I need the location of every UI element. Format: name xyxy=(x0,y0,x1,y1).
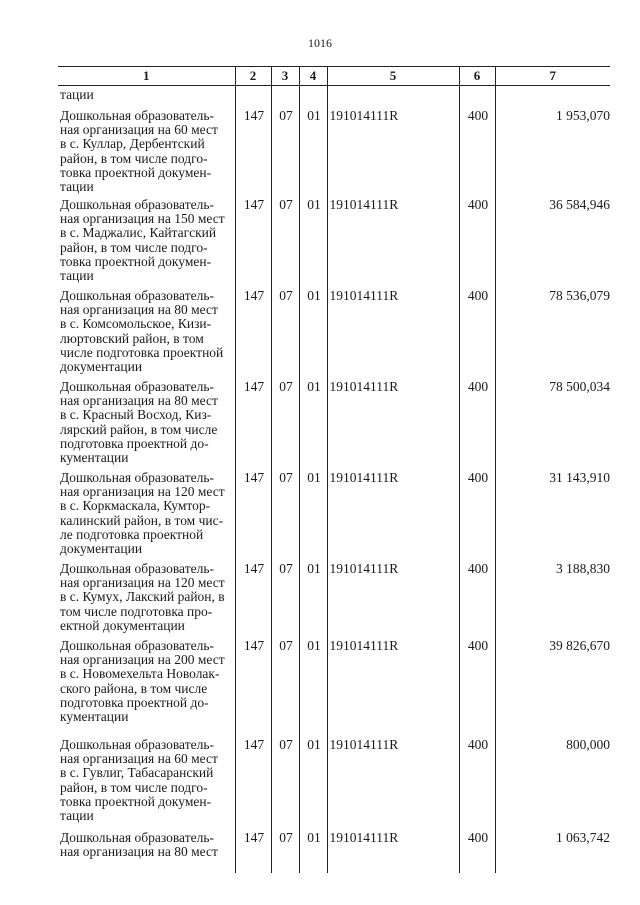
row-amount: 1 953,070 xyxy=(495,106,610,195)
page-number: 1016 xyxy=(308,36,332,50)
row-col-4: 01 xyxy=(299,286,327,377)
row-col-6: 400 xyxy=(459,636,495,735)
row-amount: 78 536,079 xyxy=(495,286,610,377)
table-row xyxy=(58,106,610,195)
row-col-4: 01 xyxy=(299,828,327,873)
table-row xyxy=(58,377,610,468)
table-row xyxy=(58,195,610,286)
continuation-text: тации xyxy=(60,87,94,102)
row-name: Дошкольная образователь- ная организация на 80 мест xyxy=(60,830,218,860)
row-name: Дошкольная образователь- ная организация на 120 мест в с. Кумух, Лакский район, в том числе подготовка про- ектной документации xyxy=(60,561,225,633)
row-col-6: 400 xyxy=(459,735,495,828)
row-col-4: 01 xyxy=(299,468,327,559)
row-col-4: 01 xyxy=(299,735,327,828)
table-row xyxy=(58,286,610,377)
row-col-2: 147 xyxy=(235,828,271,873)
row-amount: 800,000 xyxy=(495,735,610,828)
budget-table xyxy=(58,66,610,873)
row-col-6: 400 xyxy=(459,286,495,377)
row-col-6: 400 xyxy=(459,106,495,195)
row-col-3: 07 xyxy=(271,195,299,286)
row-name: Дошкольная образователь- ная организация на 80 мест в с. Красный Восход, Киз- лярский район, в том числе подготовка проектной до- кументации xyxy=(60,379,218,466)
row-col-3: 07 xyxy=(271,828,299,873)
row-col-6: 400 xyxy=(459,828,495,873)
row-col-2: 147 xyxy=(235,559,271,636)
row-col-6: 400 xyxy=(459,377,495,468)
row-col-3: 07 xyxy=(271,377,299,468)
row-col-5: 191014111R xyxy=(327,559,459,636)
row-col-4: 01 xyxy=(299,636,327,735)
row-col-5: 191014111R xyxy=(327,377,459,468)
row-col-4: 01 xyxy=(299,377,327,468)
row-col-5: 191014111R xyxy=(327,468,459,559)
row-amount: 39 826,670 xyxy=(495,636,610,735)
header-col-2: 2 xyxy=(235,67,271,86)
row-col-5: 191014111R xyxy=(327,106,459,195)
row-col-2: 147 xyxy=(235,377,271,468)
row-col-6: 400 xyxy=(459,195,495,286)
row-col-5: 191014111R xyxy=(327,735,459,828)
table-row xyxy=(58,559,610,636)
row-amount: 3 188,830 xyxy=(495,559,610,636)
table-row xyxy=(58,828,610,873)
row-col-3: 07 xyxy=(271,106,299,195)
header-col-7: 7 xyxy=(495,67,610,86)
table-row xyxy=(58,636,610,735)
row-col-4: 01 xyxy=(299,195,327,286)
row-name: Дошкольная образователь- ная организация на 60 мест в с. Гувлиг, Табасаранский район, в том числе подго- товка проектной докумен- тации xyxy=(60,737,218,824)
row-amount: 78 500,034 xyxy=(495,377,610,468)
row-col-2: 147 xyxy=(235,468,271,559)
row-col-2: 147 xyxy=(235,636,271,735)
row-col-6: 400 xyxy=(459,559,495,636)
row-name: Дошкольная образователь- ная организация на 150 мест в с. Маджалис, Кайтагский район, в том числе подго- товка проектной докумен- тации xyxy=(60,197,225,284)
row-col-2: 147 xyxy=(235,286,271,377)
row-col-5: 191014111R xyxy=(327,636,459,735)
continuation-row xyxy=(58,86,610,107)
row-col-2: 147 xyxy=(235,735,271,828)
row-col-3: 07 xyxy=(271,286,299,377)
row-amount: 36 584,946 xyxy=(495,195,610,286)
row-name: Дошкольная образователь- ная организация на 80 мест в с. Комсомольское, Кизи- люртовский район, в том числе подготовка проектной документации xyxy=(60,288,224,375)
row-col-3: 07 xyxy=(271,735,299,828)
header-col-3: 3 xyxy=(271,67,299,86)
row-name: Дошкольная образователь- ная организация на 120 мест в с. Коркмаскала, Кумтор- калинский район, в том чис- ле подготовка проектной документации xyxy=(60,470,225,557)
row-col-2: 147 xyxy=(235,106,271,195)
row-col-5: 191014111R xyxy=(327,195,459,286)
row-col-4: 01 xyxy=(299,106,327,195)
row-amount: 31 143,910 xyxy=(495,468,610,559)
row-amount: 1 063,742 xyxy=(495,828,610,873)
row-col-3: 07 xyxy=(271,468,299,559)
row-col-2: 147 xyxy=(235,195,271,286)
table-row xyxy=(58,735,610,828)
table-row xyxy=(58,468,610,559)
row-col-3: 07 xyxy=(271,559,299,636)
row-col-4: 01 xyxy=(299,559,327,636)
row-name: Дошкольная образователь- ная организация на 200 мест в с. Новомехельта Новолак- ского района, в том числе подготовка проектной до- кументации xyxy=(60,638,225,725)
header-col-1: 1 xyxy=(58,67,235,86)
row-col-5: 191014111R xyxy=(327,828,459,873)
header-col-6: 6 xyxy=(459,67,495,86)
header-col-5: 5 xyxy=(327,67,459,86)
row-col-6: 400 xyxy=(459,468,495,559)
row-name: Дошкольная образователь- ная организация на 60 мест в с. Куллар, Дербентский район, в том числе подго- товка проектной докумен- тации xyxy=(60,108,218,195)
row-col-5: 191014111R xyxy=(327,286,459,377)
header-col-4: 4 xyxy=(299,67,327,86)
header-row xyxy=(58,67,610,86)
row-col-3: 07 xyxy=(271,636,299,735)
